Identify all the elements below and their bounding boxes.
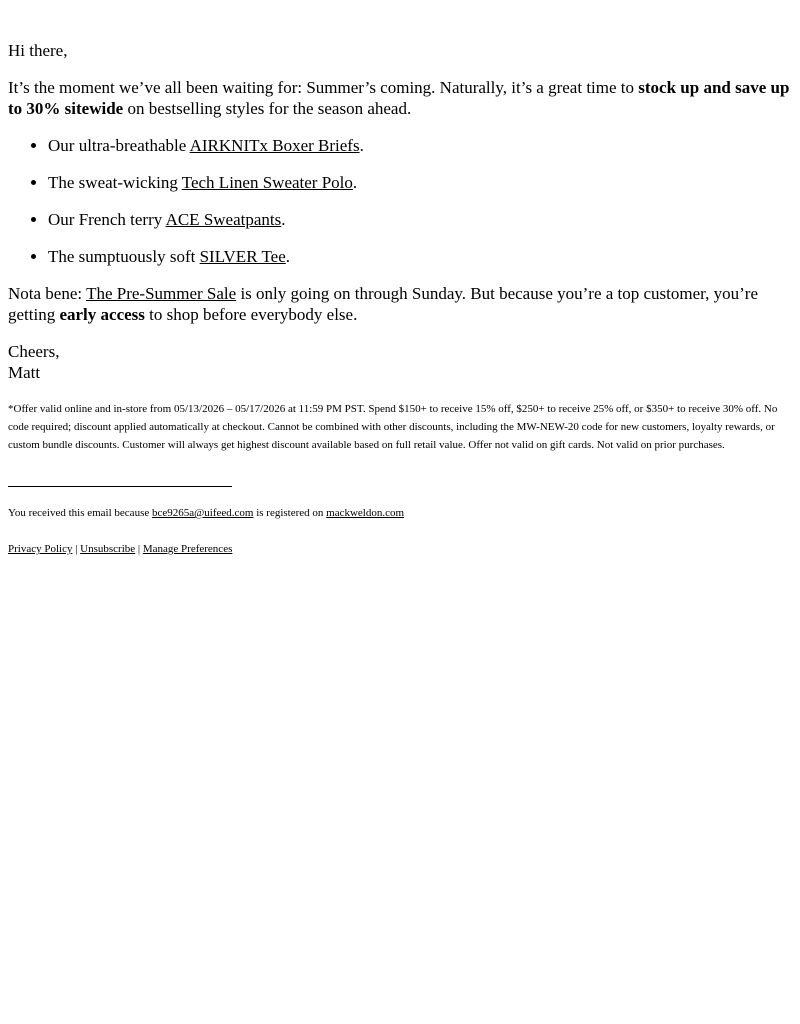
product-link-silver-tee[interactable]: SILVER Tee	[199, 247, 286, 266]
site-link[interactable]: mackweldon.com	[326, 507, 405, 519]
punctuation: .	[352, 173, 358, 192]
product-description: Our French terry	[48, 210, 166, 229]
intro-text: It’s the moment we’ve all been waiting for: Summer’s coming. Naturally, it’s a great time to	[8, 78, 639, 97]
signoff-closing: Cheers,	[8, 342, 60, 361]
list-item	[48, 172, 792, 193]
recipient-email-link[interactable]: bce9265a@uifeed.com	[151, 507, 254, 519]
received-text-middle: is registered on	[253, 507, 327, 519]
punctuation: .	[359, 136, 364, 155]
pre-summer-sale-link[interactable]: The Pre-Summer Sale	[86, 284, 237, 303]
divider	[8, 486, 232, 487]
privacy-policy-link[interactable]: Privacy Policy	[8, 543, 73, 555]
greeting: Hi there,	[8, 41, 68, 60]
divider-row	[8, 468, 792, 488]
link-separator: |	[135, 543, 143, 555]
product-link-tech-linen-sweater-polo[interactable]: Tech Linen Sweater Polo	[181, 173, 353, 192]
early-access-highlight: early access	[59, 305, 145, 324]
list-item	[48, 209, 792, 230]
received-text: You received this email because	[8, 507, 152, 519]
product-link-ace-sweatpants[interactable]: ACE Sweatpants	[165, 210, 282, 229]
received-notice	[8, 504, 792, 522]
nota-bene-label: Nota bene:	[8, 284, 87, 303]
unsubscribe-link[interactable]: Unsubscribe	[80, 543, 136, 555]
link-separator: |	[72, 543, 81, 555]
offer-disclaimer: *Offer valid online and in-store from 05/13/2026 – 05/17/2026 at 11:59 PM PST. Spend $150+ to receive 15% off, $250+ to receive 25% off, or $350+ to receive 30% off. No code required; discount applied automatically at checkout. Cannot be combined with other discounts, including the MW-NEW-20 code for new customers, loyalty rewards, or custom bundle discounts. Customer will always get highest discount available based on full retail value. Offer not valid on gift cards. Not valid on prior purchases.	[8, 403, 778, 451]
product-description: The sumptuously soft	[48, 247, 200, 266]
list-item	[48, 135, 792, 156]
punctuation: .	[281, 210, 286, 229]
manage-preferences-link[interactable]: Manage Preferences	[142, 543, 233, 555]
nota-bene-text-end: to shop before everybody else.	[144, 305, 358, 324]
intro-paragraph	[8, 77, 792, 119]
list-item	[48, 246, 792, 267]
product-description: The sweat-wicking	[48, 173, 182, 192]
nota-bene-paragraph	[8, 283, 792, 325]
product-link-airknitx-boxer-briefs[interactable]: AIRKNITx Boxer Briefs	[189, 136, 360, 155]
nota-bene-text: is only going on through Sunday. But because you’re a top customer, you’re getting	[8, 284, 759, 324]
product-list	[8, 135, 792, 267]
footer-links	[8, 540, 792, 558]
product-description: Our ultra-breathable	[48, 136, 190, 155]
intro-text-end: on bestselling styles for the season ahead.	[123, 99, 412, 118]
signoff-name: Matt	[8, 363, 41, 382]
intro-highlight: stock up and save up to 30% sitewide	[8, 78, 790, 118]
signoff	[8, 341, 792, 383]
punctuation: .	[285, 247, 291, 266]
